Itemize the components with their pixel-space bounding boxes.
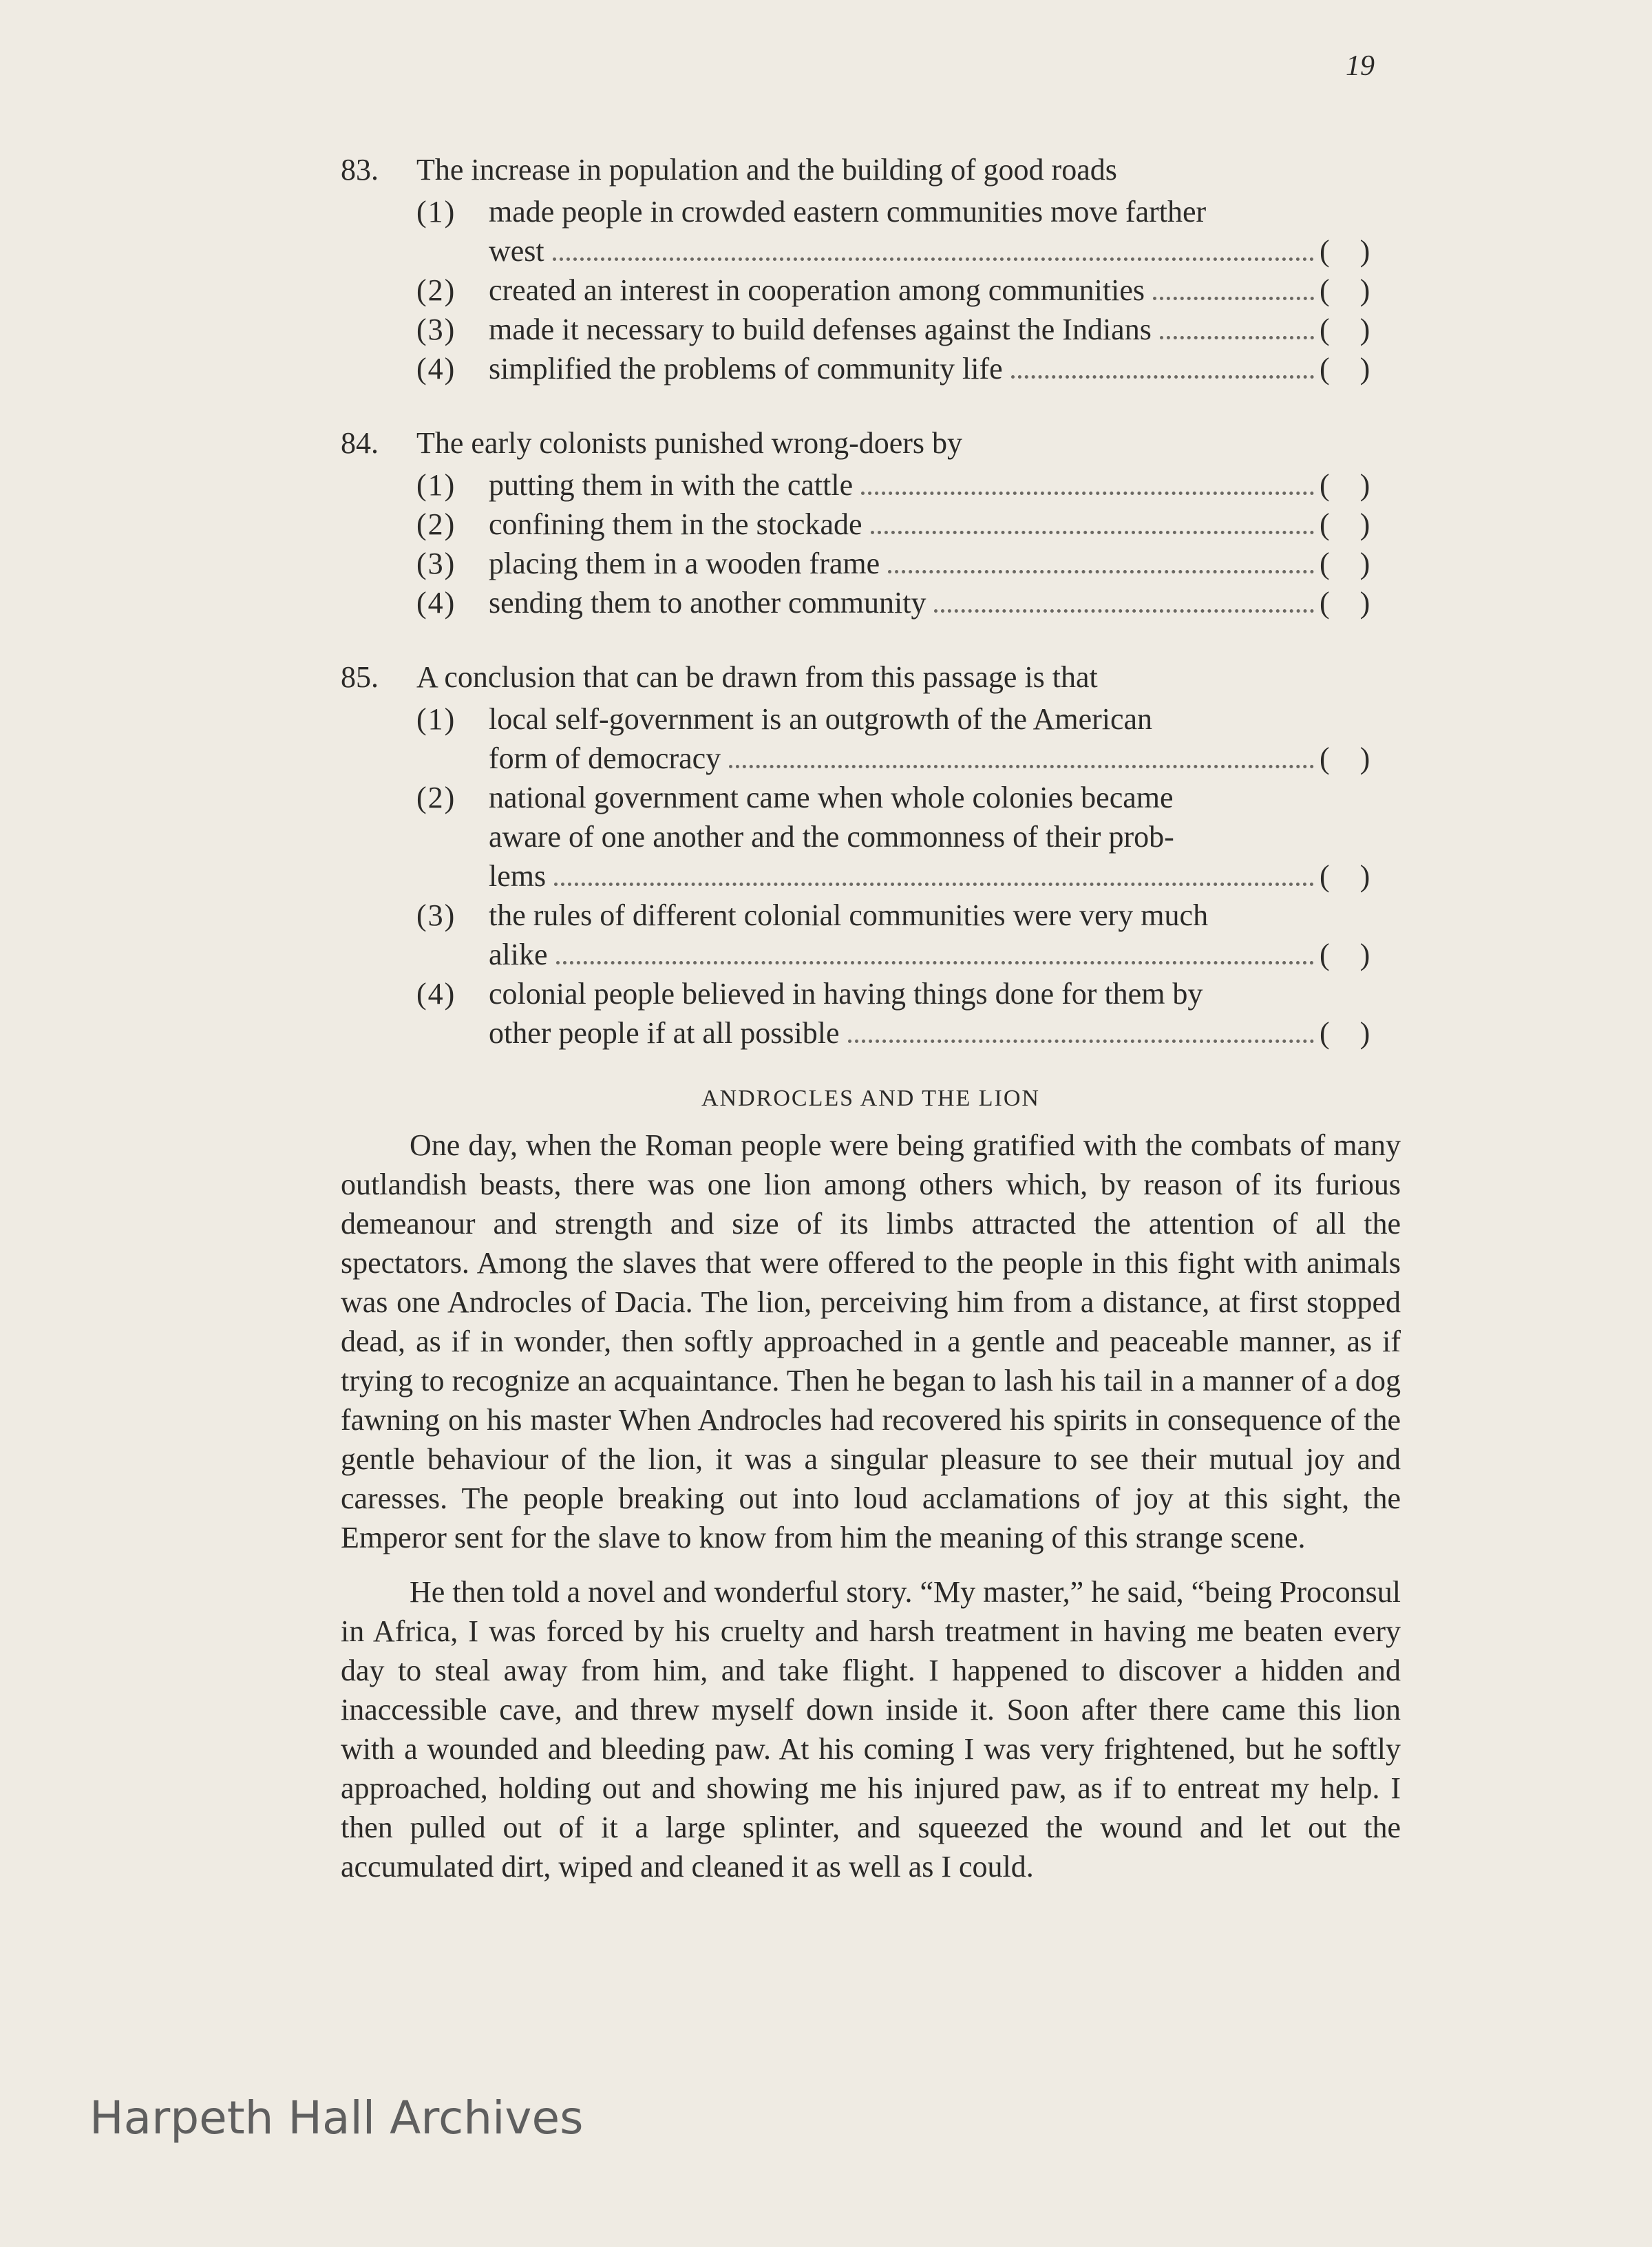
question-block: [341, 421, 1401, 622]
option-number: (2): [416, 507, 456, 541]
question-number: 85.: [341, 660, 379, 694]
option-text: local self-government is an outgrowth of the American: [489, 702, 1153, 736]
option-text: the rules of different colonial communities were very much: [489, 898, 1209, 932]
dot-leader: [1160, 335, 1314, 339]
option-text: sending them to another community: [489, 586, 926, 620]
answer-option: [416, 192, 1401, 271]
answer-blank[interactable]: ( ): [1320, 273, 1370, 307]
archive-watermark: Harpeth Hall Archives: [89, 2091, 584, 2144]
answer-option: [416, 505, 1401, 544]
answer-blank[interactable]: ( ): [1320, 741, 1370, 775]
answer-blank[interactable]: ( ): [1320, 1016, 1370, 1050]
question-stem: [341, 655, 1401, 699]
answer-option: [416, 465, 1401, 505]
dot-leader: [554, 882, 1314, 886]
dot-leader: [556, 960, 1314, 964]
question-list: [341, 148, 1401, 1053]
answer-blank[interactable]: ( ): [1320, 468, 1370, 502]
option-number: (2): [416, 273, 456, 307]
option-text: confining them in the stockade: [489, 507, 862, 541]
answer-option: [416, 699, 1401, 778]
option-number: (4): [416, 977, 456, 1011]
dot-leader: [1153, 296, 1314, 300]
dot-leader: [1011, 374, 1314, 379]
option-number: (1): [416, 702, 456, 736]
question-block: [341, 655, 1401, 1053]
option-text: made it necessary to build defenses against the Indians: [489, 313, 1152, 346]
answer-option: [416, 583, 1401, 622]
answer-blank[interactable]: ( ): [1320, 507, 1370, 541]
option-text: west: [489, 234, 544, 268]
question-stem: [341, 148, 1401, 192]
option-number: (2): [416, 781, 456, 814]
question-number: 84.: [341, 426, 379, 460]
answer-blank[interactable]: ( ): [1320, 313, 1370, 346]
option-text: putting them in with the cattle: [489, 468, 854, 502]
passage-paragraph-2: He then told a novel and wonderful story. “My master,” he said, “being Proconsul in Africa, I was forced by his cruelty and harsh treatment in having me beaten every day to steal away from him, and take flight. I happened to discover a hidden and inaccessible cave, and threw myself down inside it. Soon after there came this lion with a wounded and bleeding paw. At his coming I was very frightened, but he softly approached, holding out and showing me his injured paw, as if to entreat my help. I then pulled out of it a large splinter, and squeezed the wound and let out the accumulated dirt, wiped and cleaned it as well as I could.: [341, 1575, 1401, 1884]
answer-blank[interactable]: ( ): [1320, 586, 1370, 620]
answer-option: [416, 896, 1401, 974]
option-text: colonial people believed in having things done for them by: [489, 977, 1203, 1011]
answer-option: [416, 544, 1401, 583]
answer-blank[interactable]: ( ): [1320, 859, 1370, 893]
answer-option: [416, 271, 1401, 310]
answer-blank[interactable]: ( ): [1320, 352, 1370, 386]
answer-option: [416, 974, 1401, 1053]
answer-option: [416, 310, 1401, 349]
option-text: aware of one another and the commonness of their prob-: [489, 820, 1174, 854]
option-number: (3): [416, 547, 456, 580]
question-block: [341, 148, 1401, 388]
option-text: simplified the problems of community life: [489, 352, 1003, 386]
question-stem: [341, 421, 1401, 465]
option-number: (4): [416, 586, 456, 620]
dot-leader: [848, 1039, 1314, 1043]
option-text: lems: [489, 859, 547, 893]
option-number: (3): [416, 898, 456, 932]
option-text: made people in crowded eastern communities move farther: [489, 195, 1207, 229]
dot-leader: [888, 569, 1314, 573]
option-number: (1): [416, 468, 456, 502]
dot-leader: [729, 764, 1314, 768]
option-text: other people if at all possible: [489, 1016, 840, 1050]
option-text: placing them in a wooden frame: [489, 547, 880, 580]
question-text: The increase in population and the building of good roads: [416, 153, 1117, 187]
page-content: [341, 148, 1401, 1901]
question-text: A conclusion that can be drawn from this passage is that: [416, 660, 1098, 694]
answer-blank[interactable]: ( ): [1320, 234, 1370, 268]
question-number: 83.: [341, 153, 379, 187]
dot-leader: [871, 530, 1314, 534]
passage-paragraph-1: One day, when the Roman people were being gratified with the combats of many outlandish beasts, there was one lion among others which, by reason of its furious demeanour and strength and size of its limbs attracted the attention of all the spectators. Among the slaves that were offered to the people in this fight with animals was one Androcles of Dacia. The lion, perceiving him from a distance, at first stopped dead, as if in wonder, then softly approached in a gentle and peaceable manner, as if trying to recognize an acquaintance. Then he began to lash his tail in a manner of a dog fawning on his master When Androcles had recovered his spirits in consequence of the gentle behaviour of the lion, it was a singular pleasure to see their mutual joy and caresses. The people breaking out into loud acclamations of joy at this sight, the Emperor sent for the slave to know from him the meaning of this strange scene.: [341, 1128, 1401, 1554]
passage-title: ANDROCLES AND THE LION: [701, 1086, 1040, 1111]
option-text: form of democracy: [489, 741, 721, 775]
option-text: created an interest in cooperation among communities: [489, 273, 1145, 307]
answer-option: [416, 349, 1401, 388]
dot-leader: [553, 257, 1314, 261]
dot-leader: [934, 609, 1314, 613]
dot-leader: [861, 491, 1314, 495]
page-number: 19: [1346, 50, 1375, 82]
option-number: (1): [416, 195, 456, 229]
option-text: national government came when whole colonies became: [489, 781, 1174, 814]
answer-blank[interactable]: ( ): [1320, 547, 1370, 580]
option-text: alike: [489, 938, 548, 971]
answer-blank[interactable]: ( ): [1320, 938, 1370, 971]
answer-option: [416, 778, 1401, 896]
question-text: The early colonists punished wrong-doers by: [416, 426, 963, 460]
option-number: (4): [416, 352, 456, 386]
option-number: (3): [416, 313, 456, 346]
